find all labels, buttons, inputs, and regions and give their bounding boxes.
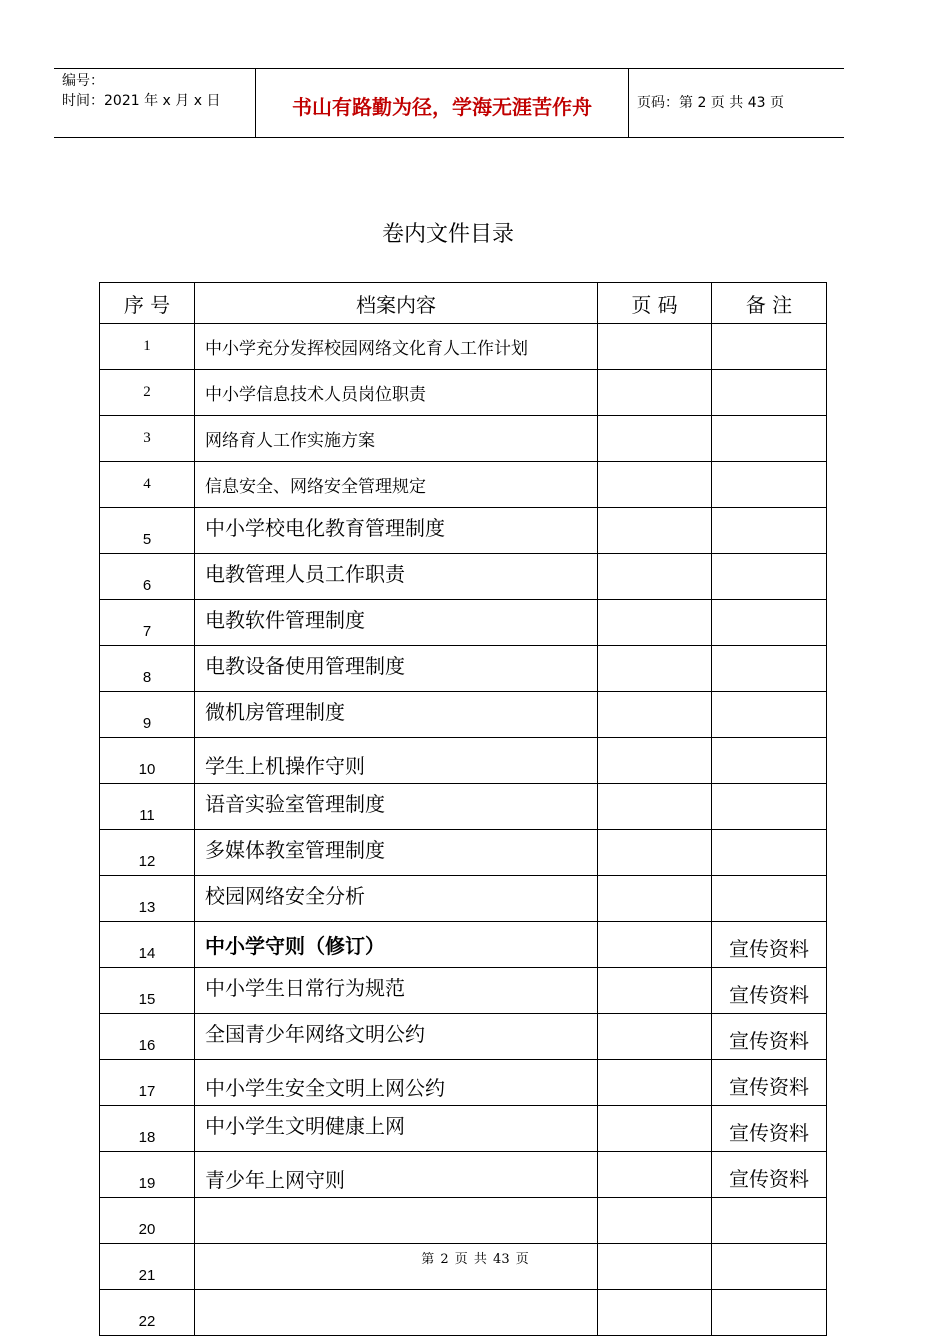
table-row (100, 1290, 827, 1336)
row-page (598, 692, 712, 738)
row-page (598, 922, 712, 968)
row-page (598, 1014, 712, 1060)
table-row (100, 968, 827, 1014)
catalog-table (99, 282, 827, 1336)
row-page (598, 324, 712, 370)
row-content: 中小学生安全文明上网公约 (195, 1060, 598, 1106)
row-number: 17 (100, 1060, 195, 1106)
row-remark (712, 692, 827, 738)
table-row (100, 646, 827, 692)
page-header (54, 68, 844, 138)
row-number: 6 (100, 554, 195, 600)
row-page (598, 830, 712, 876)
row-page (598, 1106, 712, 1152)
header-page: 页 码 (598, 283, 712, 324)
row-content: 中小学生日常行为规范 (195, 968, 598, 1014)
row-page (598, 968, 712, 1014)
row-content: 中小学生文明健康上网 (195, 1106, 598, 1152)
row-remark (712, 830, 827, 876)
row-remark: 宣传资料 (712, 968, 827, 1014)
row-content: 微机房管理制度 (195, 692, 598, 738)
row-content: 中小学信息技术人员岗位职责 (195, 370, 598, 416)
row-page (598, 876, 712, 922)
row-content (195, 1290, 598, 1336)
row-number: 1 (100, 324, 195, 370)
table-row (100, 784, 827, 830)
row-content: 信息安全、网络安全管理规定 (195, 462, 598, 508)
header-serial: 序 号 (100, 283, 195, 324)
row-remark (712, 600, 827, 646)
table-row (100, 508, 827, 554)
row-page (598, 1290, 712, 1336)
row-remark (712, 554, 827, 600)
document-title: 卷内文件目录 (381, 222, 514, 247)
header-right-cell (629, 69, 844, 137)
row-page (598, 462, 712, 508)
row-remark: 宣传资料 (712, 1014, 827, 1060)
row-number: 21 (100, 1244, 195, 1290)
row-content: 中小学充分发挥校园网络文化育人工作计划 (195, 324, 598, 370)
row-number: 8 (100, 646, 195, 692)
row-number: 20 (100, 1198, 195, 1244)
row-page (598, 416, 712, 462)
table-row (100, 416, 827, 462)
table-row (100, 738, 827, 784)
row-number: 7 (100, 600, 195, 646)
row-number: 14 (100, 922, 195, 968)
header-remark: 备 注 (712, 283, 827, 324)
row-page (598, 370, 712, 416)
row-page (598, 600, 712, 646)
row-number: 22 (100, 1290, 195, 1336)
table-row (100, 692, 827, 738)
row-number: 9 (100, 692, 195, 738)
row-number: 15 (100, 968, 195, 1014)
page-footer: 第 2 页 共 43 页 (421, 1252, 529, 1267)
table-row (100, 1060, 827, 1106)
row-remark (712, 876, 827, 922)
header-left-cell (54, 69, 256, 137)
row-number: 18 (100, 1106, 195, 1152)
table-row (100, 324, 827, 370)
table-row (100, 554, 827, 600)
table-row (100, 1198, 827, 1244)
row-remark (712, 370, 827, 416)
row-remark (712, 462, 827, 508)
table-header-row (100, 283, 827, 324)
row-number: 3 (100, 416, 195, 462)
table-row (100, 1106, 827, 1152)
header-motto-cell (256, 69, 629, 137)
row-number: 11 (100, 784, 195, 830)
table-row (100, 600, 827, 646)
row-remark (712, 784, 827, 830)
row-remark: 宣传资料 (712, 1060, 827, 1106)
header-motto: 书山有路勤为径，学海无涯苦作舟 (292, 95, 592, 119)
row-content: 学生上机操作守则 (195, 738, 598, 784)
header-page-info: 页码：第 2 页 共 43 页 (637, 95, 784, 111)
row-content: 青少年上网守则 (195, 1152, 598, 1198)
row-number: 13 (100, 876, 195, 922)
row-remark (712, 508, 827, 554)
row-number: 5 (100, 508, 195, 554)
row-page (598, 646, 712, 692)
row-remark (712, 738, 827, 784)
row-number: 4 (100, 462, 195, 508)
row-content: 多媒体教室管理制度 (195, 830, 598, 876)
row-content: 校园网络安全分析 (195, 876, 598, 922)
row-number: 12 (100, 830, 195, 876)
row-number: 2 (100, 370, 195, 416)
table-row (100, 462, 827, 508)
row-content (195, 1198, 598, 1244)
row-content: 全国青少年网络文明公约 (195, 1014, 598, 1060)
row-page (598, 554, 712, 600)
row-page (598, 784, 712, 830)
row-remark (712, 324, 827, 370)
header-content: 档案内容 (195, 283, 598, 324)
table-row (100, 876, 827, 922)
row-content: 电教设备使用管理制度 (195, 646, 598, 692)
table-row (100, 1014, 827, 1060)
row-content: 中小学校电化教育管理制度 (195, 508, 598, 554)
row-remark (712, 416, 827, 462)
row-remark (712, 1198, 827, 1244)
table-row (100, 1152, 827, 1198)
row-content: 网络育人工作实施方案 (195, 416, 598, 462)
row-number: 10 (100, 738, 195, 784)
row-remark (712, 1290, 827, 1336)
row-remark: 宣传资料 (712, 922, 827, 968)
row-number: 19 (100, 1152, 195, 1198)
row-page (598, 508, 712, 554)
table-row (100, 830, 827, 876)
row-content: 语音实验室管理制度 (195, 784, 598, 830)
row-content: 中小学守则（修订） (195, 922, 598, 968)
row-page (598, 1060, 712, 1106)
table-row (100, 922, 827, 968)
row-remark: 宣传资料 (712, 1152, 827, 1198)
time-label: 时间：2021 年 x 月 x 日 (62, 93, 221, 109)
serial-label: 编号： (62, 73, 104, 89)
row-content: 电教软件管理制度 (195, 600, 598, 646)
row-page (598, 738, 712, 784)
row-remark (712, 646, 827, 692)
row-content: 电教管理人员工作职责 (195, 554, 598, 600)
row-page (598, 1198, 712, 1244)
row-page (598, 1152, 712, 1198)
row-number: 16 (100, 1014, 195, 1060)
table-row (100, 370, 827, 416)
row-remark: 宣传资料 (712, 1106, 827, 1152)
